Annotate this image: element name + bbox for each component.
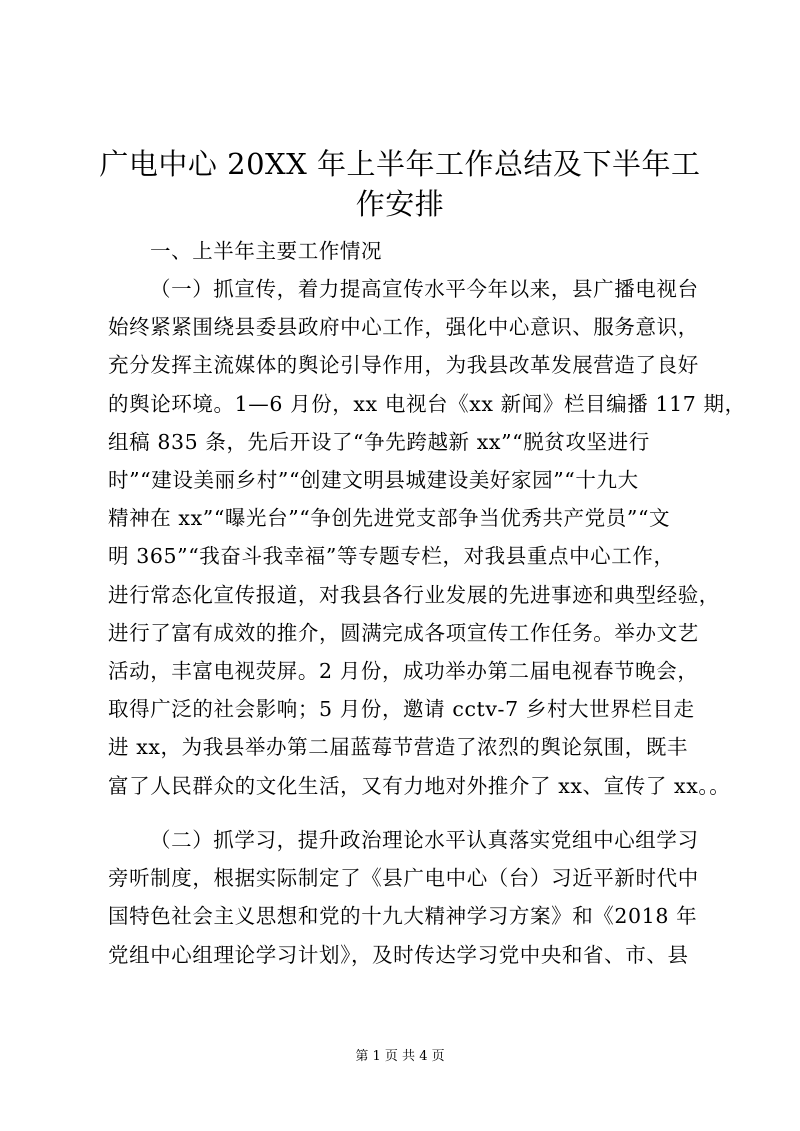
paragraph-line: 时”“建设美丽乡村”“创建文明县城建设美好家园”“十九大 — [108, 468, 639, 492]
section-heading: 一、上半年主要工作情况 — [150, 239, 383, 263]
paragraph-line: 明 365”“我奋斗我幸福”等专题专栏，对我县重点中心工作， — [108, 544, 675, 568]
paragraph-line: 进 xx，为我县举办第二届蓝莓节营造了浓烈的舆论氛围，既丰 — [108, 735, 689, 759]
paragraph-line: 的舆论环境。1—6 月份，xx 电视台《xx 新闻》栏目编播 117 期， — [108, 392, 746, 416]
paragraph-line: 进行了富有成效的推介，圆满完成各项宣传工作任务。举办文艺 — [108, 621, 699, 645]
document-title-line-1: 广电中心 20XX 年上半年工作总结及下半年工 — [99, 147, 701, 181]
paragraph-line: （一）抓宣传，着力提高宣传水平今年以来，县广播电视台 — [150, 277, 699, 301]
paragraph-line: 富了人民群众的文化生活，又有力地对外推介了 xx、宣传了 xx。。 — [108, 774, 731, 798]
paragraph-line: 旁听制度，根据实际制定了《县广电中心（台）习近平新时代中 — [108, 866, 699, 890]
paragraph-line: 党组中心组理论学习计划》，及时传达学习党中央和省、市、县 — [108, 943, 689, 967]
paragraph-line: （二）抓学习，提升政治理论水平认真落实党组中心组学习 — [150, 828, 699, 852]
paragraph-line: 组稿 835 条，先后开设了“争先跨越新 xx”“脱贫攻坚进行 — [108, 430, 650, 454]
paragraph-line: 活动，丰富电视荧屏。2 月份，成功举办第二届电视春节晚会， — [108, 659, 699, 683]
paragraph-line: 充分发挥主流媒体的舆论引导作用，为我县改革发展营造了良好 — [108, 353, 699, 377]
paragraph-line: 进行常态化宣传报道，对我县各行业发展的先进事迹和典型经验， — [108, 583, 720, 607]
paragraph-line: 取得广泛的社会影响；5 月份，邀请 cctv-7 乡村大世界栏目走 — [108, 697, 695, 721]
paragraph-line: 精神在 xx”“曝光台”“争创先进党支部争当优秀共产党员”“文 — [108, 506, 671, 530]
paragraph-line: 始终紧紧围绕县委县政府中心工作，强化中心意识、服务意识， — [108, 315, 699, 339]
paragraph-line: 国特色社会主义思想和党的十九大精神学习方案》和《2018 年 — [108, 904, 698, 928]
page-footer: 第 1 页 共 4 页 — [355, 1049, 445, 1064]
document-title-line-2: 作安排 — [355, 187, 445, 221]
